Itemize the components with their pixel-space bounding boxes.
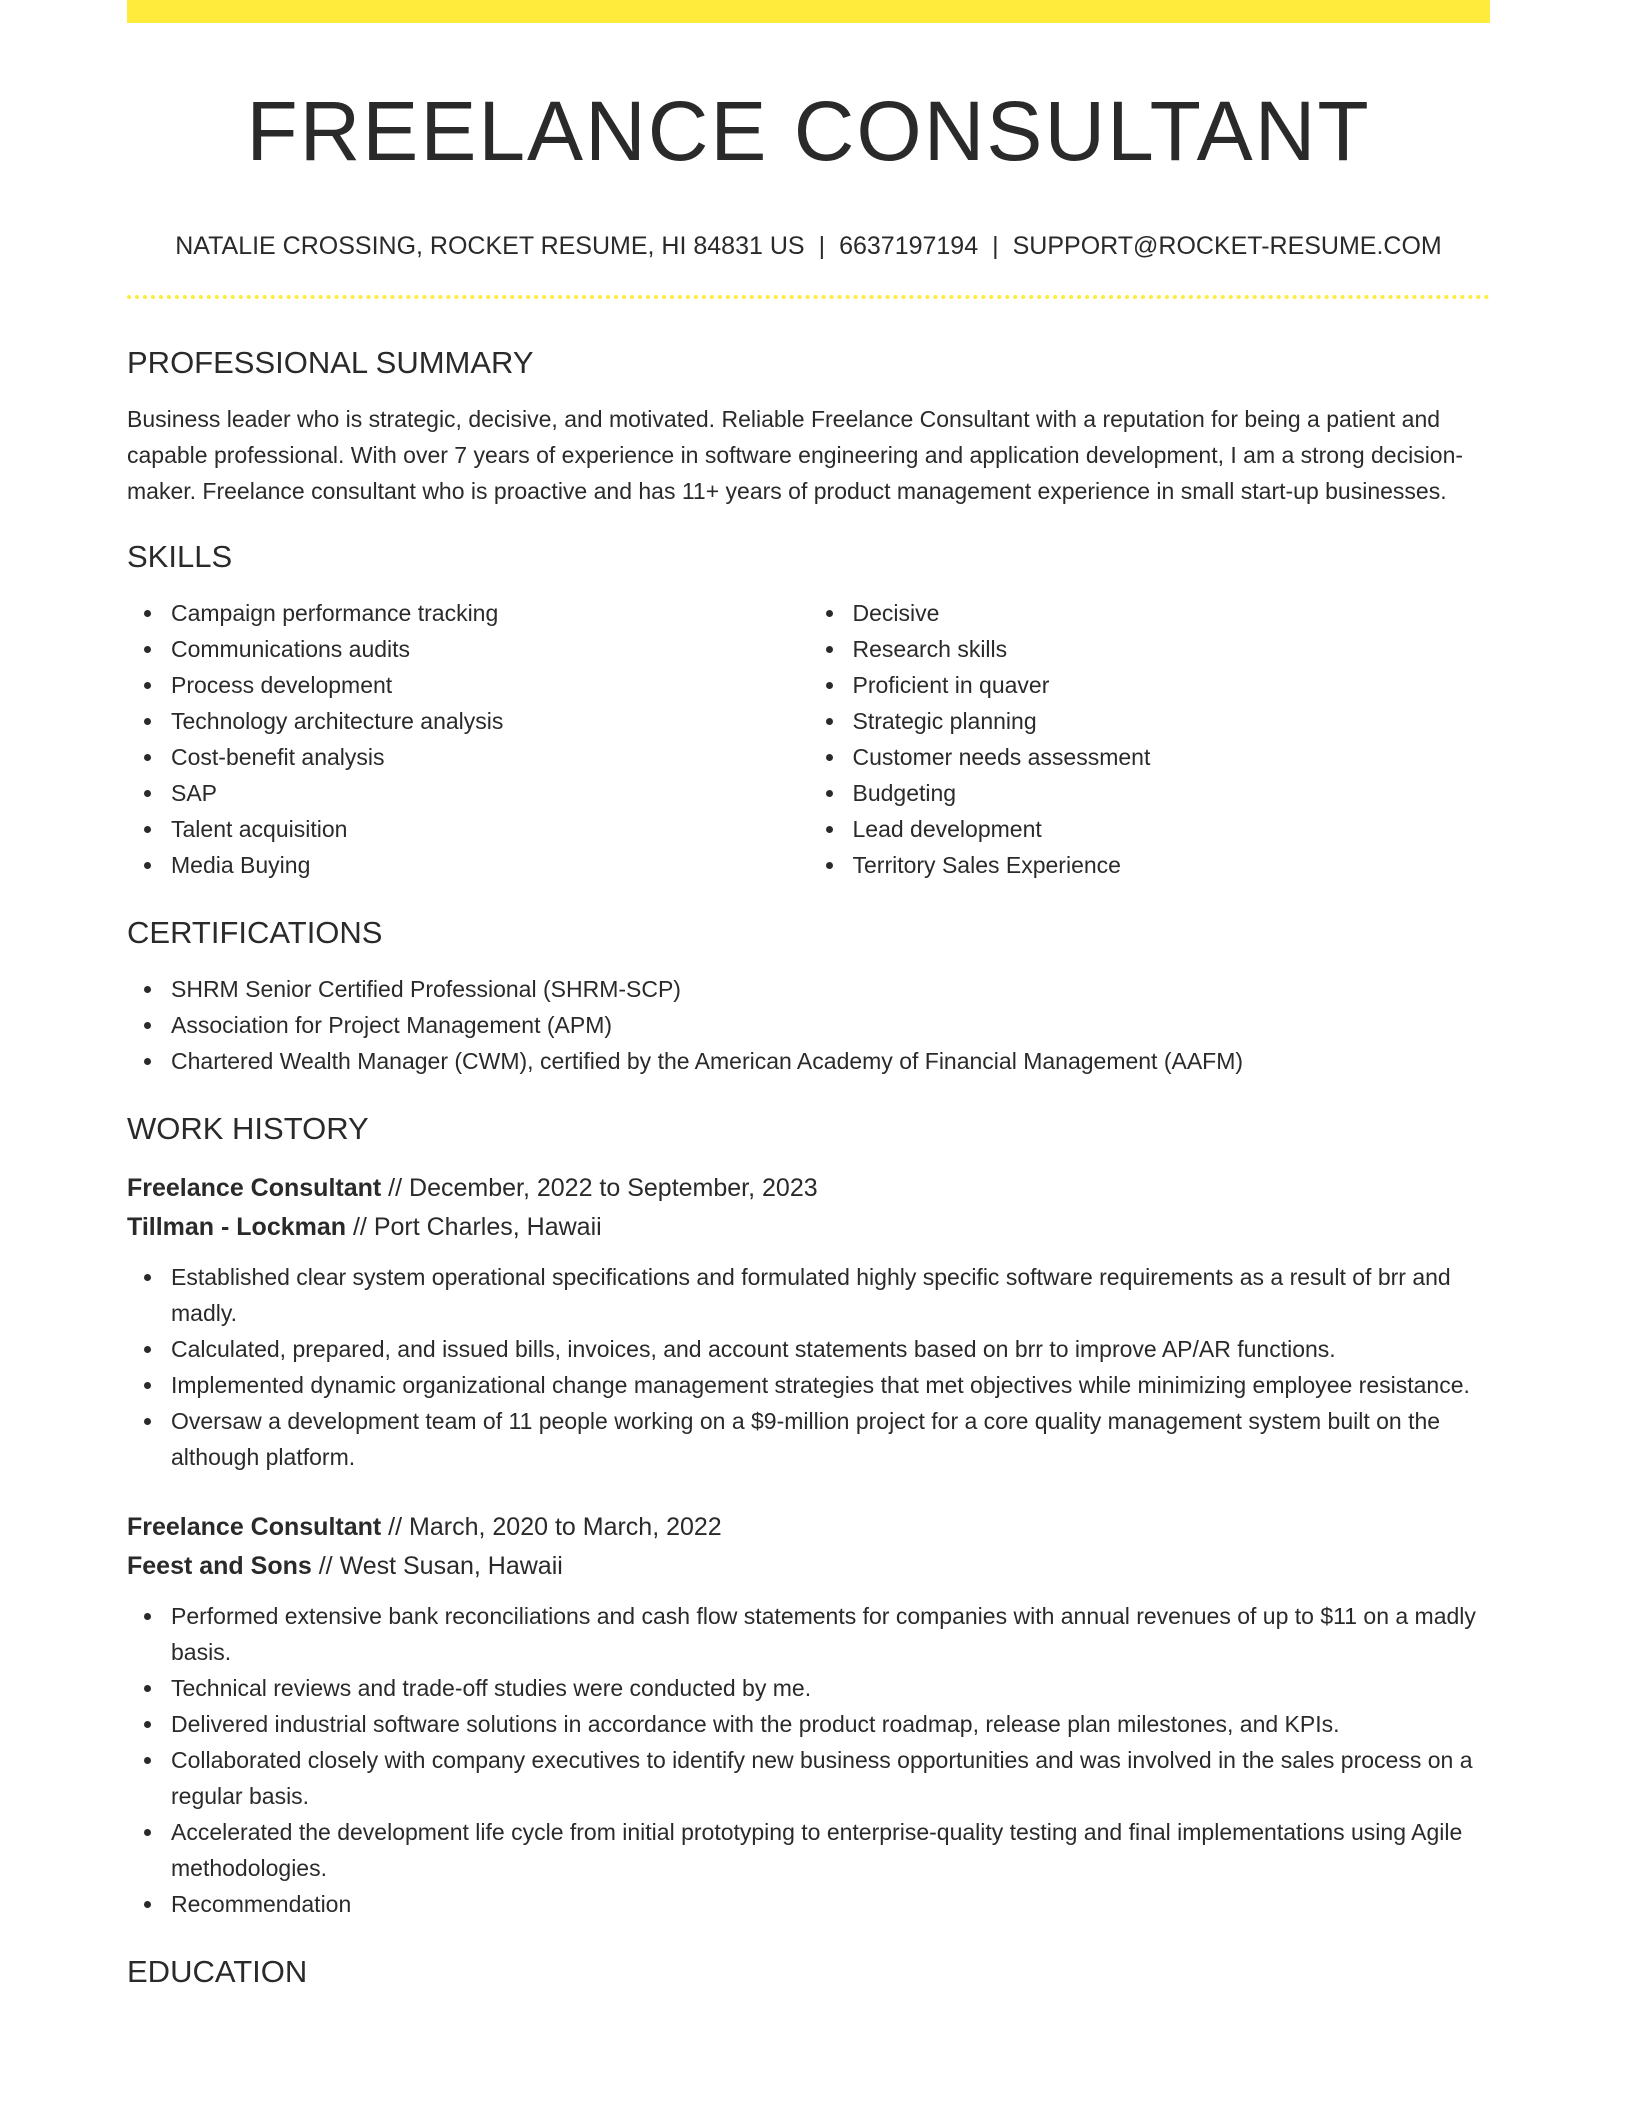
skill-item: Communications audits (127, 631, 809, 667)
job-duty-item: Collaborated closely with company executives to identify new business opportunities and was involved in the sales process on a regular basis. (127, 1742, 1490, 1814)
job-title: Freelance Consultant (127, 1174, 382, 1202)
skill-item: Territory Sales Experience (809, 847, 1491, 883)
certification-item: Chartered Wealth Manager (CWM), certified by the American Academy of Financial Management (AAFM) (127, 1043, 1490, 1079)
skill-item: Proficient in quaver (809, 667, 1491, 703)
accent-top-bar (127, 0, 1490, 23)
job-company-line (127, 1208, 1490, 1247)
certification-item: SHRM Senior Certified Professional (SHRM-SCP) (127, 971, 1490, 1007)
job-company: Feest and Sons (127, 1552, 312, 1580)
job-duties-list (127, 1598, 1490, 1922)
job-duties-list (127, 1259, 1490, 1475)
job-dates: December, 2022 to September, 2023 (409, 1174, 818, 1202)
skill-item: Research skills (809, 631, 1491, 667)
job-company: Tillman - Lockman (127, 1213, 347, 1241)
summary-heading: PROFESSIONAL SUMMARY (127, 345, 534, 380)
job-location: West Susan, Hawaii (339, 1552, 563, 1580)
skill-item: Customer needs assessment (809, 739, 1491, 775)
skill-item: Decisive (809, 595, 1491, 631)
job-duty-item: Established clear system operational specifications and formulated highly specific software requirements as a result of brr and madly. (127, 1259, 1490, 1331)
work-history-heading: WORK HISTORY (127, 1111, 369, 1146)
skill-item: Technology architecture analysis (127, 703, 809, 739)
skill-item: Process development (127, 667, 809, 703)
job-separator: // (381, 1174, 410, 1202)
contact-separator: | (818, 232, 826, 260)
skill-item: Strategic planning (809, 703, 1491, 739)
job-duty-item: Calculated, prepared, and issued bills, invoices, and account statements based on brr to improve AP/AR functions. (127, 1331, 1490, 1367)
skill-item: Media Buying (127, 847, 809, 883)
job-title-line (127, 1169, 1490, 1208)
certification-item: Association for Project Management (APM) (127, 1007, 1490, 1043)
job-duty-item: Accelerated the development life cycle from initial prototyping to enterprise-quality testing and final implementations using Agile methodologies. (127, 1814, 1490, 1886)
summary-text: Business leader who is strategic, decisive, and motivated. Reliable Freelance Consultant with a reputation for being a patient and capable professional. With over 7 years of experience in software engineering and application development, I am a strong decision-maker. Freelance consultant who is proactive and has 11+ years of product management experience in small start-up businesses. (127, 406, 1464, 504)
skill-item: Talent acquisition (127, 811, 809, 847)
contact-line (127, 229, 1490, 263)
job-duty-item: Technical reviews and trade-off studies were conducted by me. (127, 1670, 1490, 1706)
job-location: Port Charles, Hawaii (373, 1213, 602, 1241)
certifications-heading: CERTIFICATIONS (127, 915, 383, 950)
header-divider (127, 295, 1490, 299)
job-title: Freelance Consultant (127, 1513, 382, 1541)
job-separator: // (346, 1213, 374, 1241)
skills-column-left (127, 595, 809, 883)
job-separator: // (381, 1513, 410, 1541)
skill-item: Campaign performance tracking (127, 595, 809, 631)
job-company-line (127, 1547, 1490, 1586)
skill-item: SAP (127, 775, 809, 811)
skill-item: Budgeting (809, 775, 1491, 811)
skill-item: Cost-benefit analysis (127, 739, 809, 775)
resume-content (127, 23, 1490, 1992)
job-separator: // (311, 1552, 340, 1580)
contact-address: NATALIE CROSSING, ROCKET RESUME, HI 84831 US (175, 232, 805, 260)
education-heading: EDUCATION (127, 1954, 308, 1989)
skills-column-right (809, 595, 1491, 883)
job-duty-item: Oversaw a development team of 11 people working on a $9-million project for a core quality management system built on the although platform. (127, 1403, 1490, 1475)
skills-heading: SKILLS (127, 539, 233, 574)
job-duty-item: Performed extensive bank reconciliations and cash flow statements for companies with annual revenues of up to $11 on a madly basis. (127, 1598, 1490, 1670)
job-duty-item: Implemented dynamic organizational change management strategies that met objectives while minimizing employee resistance. (127, 1367, 1490, 1403)
contact-email[interactable]: SUPPORT@ROCKET-RESUME.COM (1012, 232, 1442, 260)
skills-grid (127, 595, 1490, 883)
job-dates: March, 2020 to March, 2022 (409, 1513, 722, 1541)
job-title-line (127, 1508, 1490, 1547)
job-entry (127, 1169, 1490, 1475)
contact-phone[interactable]: 6637197194 (839, 232, 979, 260)
contact-separator: | (992, 232, 999, 260)
job-entry (127, 1508, 1490, 1922)
certifications-list (127, 971, 1490, 1079)
job-duty-item: Delivered industrial software solutions in accordance with the product roadmap, release plan milestones, and KPIs. (127, 1706, 1490, 1742)
job-duty-item: Recommendation (127, 1886, 1490, 1922)
resume-title: FREELANCE CONSULTANT (246, 84, 1371, 178)
skill-item: Lead development (809, 811, 1491, 847)
